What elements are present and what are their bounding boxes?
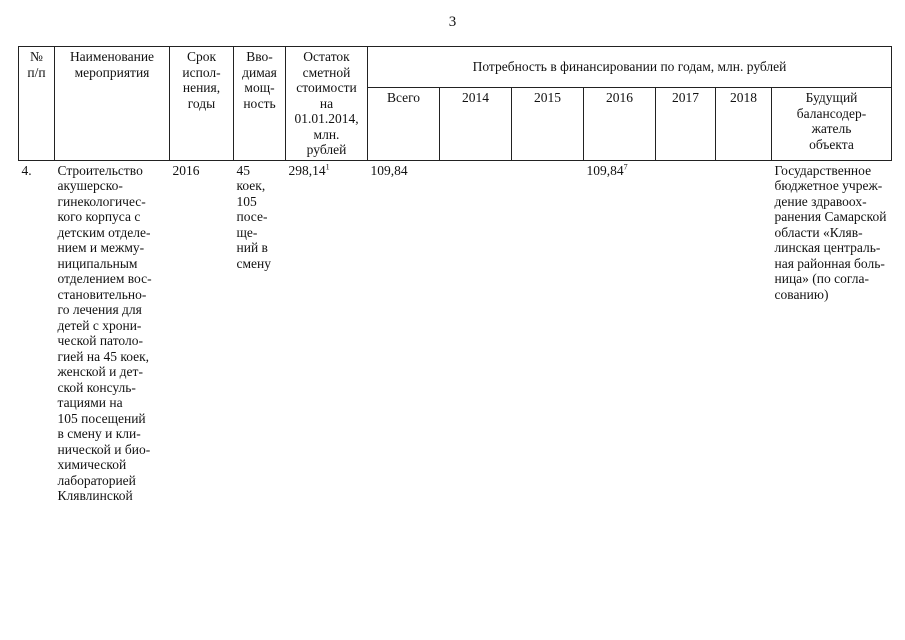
cell-future-holder: Государственное бюджетное учреж- дение здравоох- ранения Самарской области «Кляв- линская централь- ная районная боль- ница» (по согла- сованию) (774, 162, 887, 302)
header-name: Наименование мероприятия (55, 47, 170, 161)
header-2018: 2018 (716, 88, 772, 161)
cell-2018 (716, 160, 772, 506)
cell-num: 4. (21, 162, 32, 178)
remainder-footnote-mark: 1 (325, 162, 330, 171)
header-2017: 2017 (656, 88, 716, 161)
cell-2017 (656, 160, 716, 506)
cell-term: 2016 (172, 162, 200, 178)
y2016-value: 109,84 (586, 162, 624, 178)
remainder-value: 298,14 (288, 162, 326, 178)
y2016-footnote-mark: 7 (623, 162, 628, 171)
cell-2015 (512, 160, 584, 506)
header-remainder: Остаток сметной стоимости на 01.01.2014, млн. рублей (286, 47, 368, 161)
cell-2014 (440, 160, 512, 506)
cell-remainder (286, 160, 368, 506)
financing-table (18, 46, 892, 506)
header-2014: 2014 (440, 88, 512, 161)
page-number: 3 (448, 14, 457, 30)
cell-2016 (584, 160, 656, 506)
header-2015: 2015 (512, 88, 584, 161)
header-future-holder: Будущий балансодер- жатель объекта (772, 88, 892, 161)
table-row (19, 160, 892, 506)
header-num: № п/п (19, 47, 55, 161)
header-term: Срок испол- нения, годы (170, 47, 234, 161)
header-capacity: Вво- димая мощ- ность (234, 47, 286, 161)
header-2016: 2016 (584, 88, 656, 161)
header-financing-group: Потребность в финансировании по годам, млн. рублей (368, 47, 892, 88)
cell-total: 109,84 (370, 162, 408, 178)
cell-name: Строительство акушерско- гинекологичес- кого корпуса с детским отделе- нием и межму- ниципальным отделением вос- становительно- го лечения для детей с хрони- ческой патоло- гией на 45 коек, женской и дет- ской консуль- тациями на 105 посещений в смену и кли- нической и био- химической лабораторией Клявлинской (57, 162, 152, 503)
cell-capacity: 45 коек, 105 посе- ще- ний в смену (236, 162, 272, 271)
header-total: Всего (368, 88, 440, 161)
